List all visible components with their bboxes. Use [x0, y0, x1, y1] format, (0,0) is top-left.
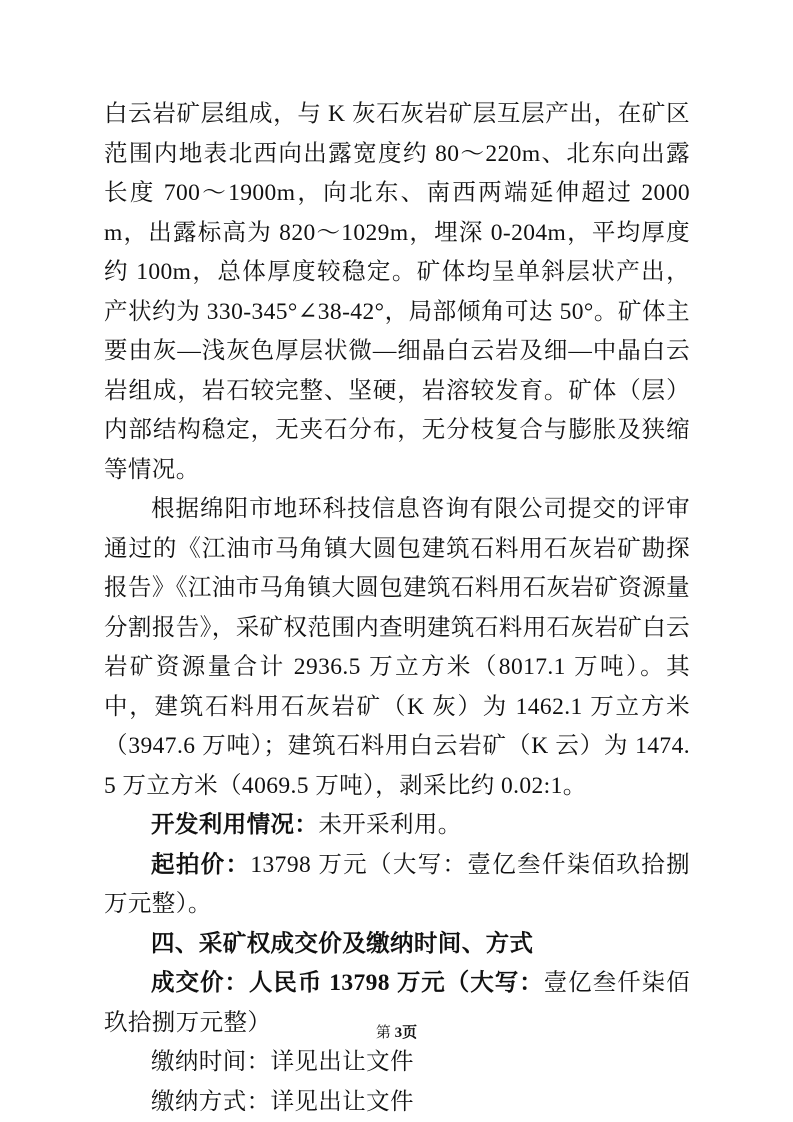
paragraph-starting-price: [104, 846, 690, 925]
deal-price-text: 壹亿叁仟柒佰玖拾捌万元整）: [104, 970, 691, 1036]
starting-price-text: 13798 万元（大写：壹亿叁仟柒佰玖拾捌万元整）。: [104, 851, 690, 917]
page-footer-prefix: 第: [375, 1025, 395, 1041]
paragraph-payment-method: 缴纳方式：详见出让文件: [151, 1088, 414, 1115]
paragraph-payment-time: 缴纳时间：详见出让文件: [151, 1049, 414, 1075]
page-number: 3: [394, 1025, 403, 1041]
paragraph-resource-report: 根据绵阳市地环科技信息咨询有限公司提交的评审通过的《江油市马角镇大圆包建筑石料用石灰岩矿勘探报告》《江油市马角镇大圆包建筑石料用石灰岩矿资源量分割报告》，采矿权范围内查明建筑石料用石灰岩矿白云岩矿资源量合计 2936.5 万立方米（8017.1 万吨）。其中，建筑石料用石灰岩矿（K 灰）为 1462.1 万立方米（3947.6 万吨）；建筑石料用白云岩矿（K 云）为 1474.5 万立方米（4069.5 万吨），剥采比约 0.02:1。: [104, 496, 690, 799]
page-footer-suffix: 页: [402, 1025, 418, 1041]
starting-price-label: 起拍价：: [151, 851, 251, 878]
development-status-text: 未开采利用。: [318, 812, 462, 838]
page-footer: [0, 1022, 793, 1044]
paragraph-ore-geology: 白云岩矿层组成，与 K 灰石灰岩矿层互层产出，在矿区范围内地表北西向出露宽度约 80～220m、北东向出露长度 700～1900m，向北东、南西两端延伸超过 2000m，出露标高为 820～1029m，埋深 0-204m，平均厚度约 100m，总体厚度较稳定。矿体均呈单斜层状产出，产状约为 330-345°∠38-42°，局部倾角可达 50°。矿体主要由灰—浅灰色厚层状微—细晶白云岩及细—中晶白云岩组成，岩石较完整、坚硬，岩溶较发育。矿体（层）内部结构稳定，无夹石分布，无分枝复合与膨胀及狭缩等情况。: [104, 101, 690, 483]
development-status-label: 开发利用情况：: [151, 812, 319, 838]
document-body: [104, 95, 690, 1122]
section-heading-transaction: 四、采矿权成交价及缴纳时间、方式: [151, 930, 534, 957]
deal-price-label: 成交价：人民币 13798 万元（大写：: [151, 970, 544, 996]
paragraph-development-status: [104, 806, 690, 846]
